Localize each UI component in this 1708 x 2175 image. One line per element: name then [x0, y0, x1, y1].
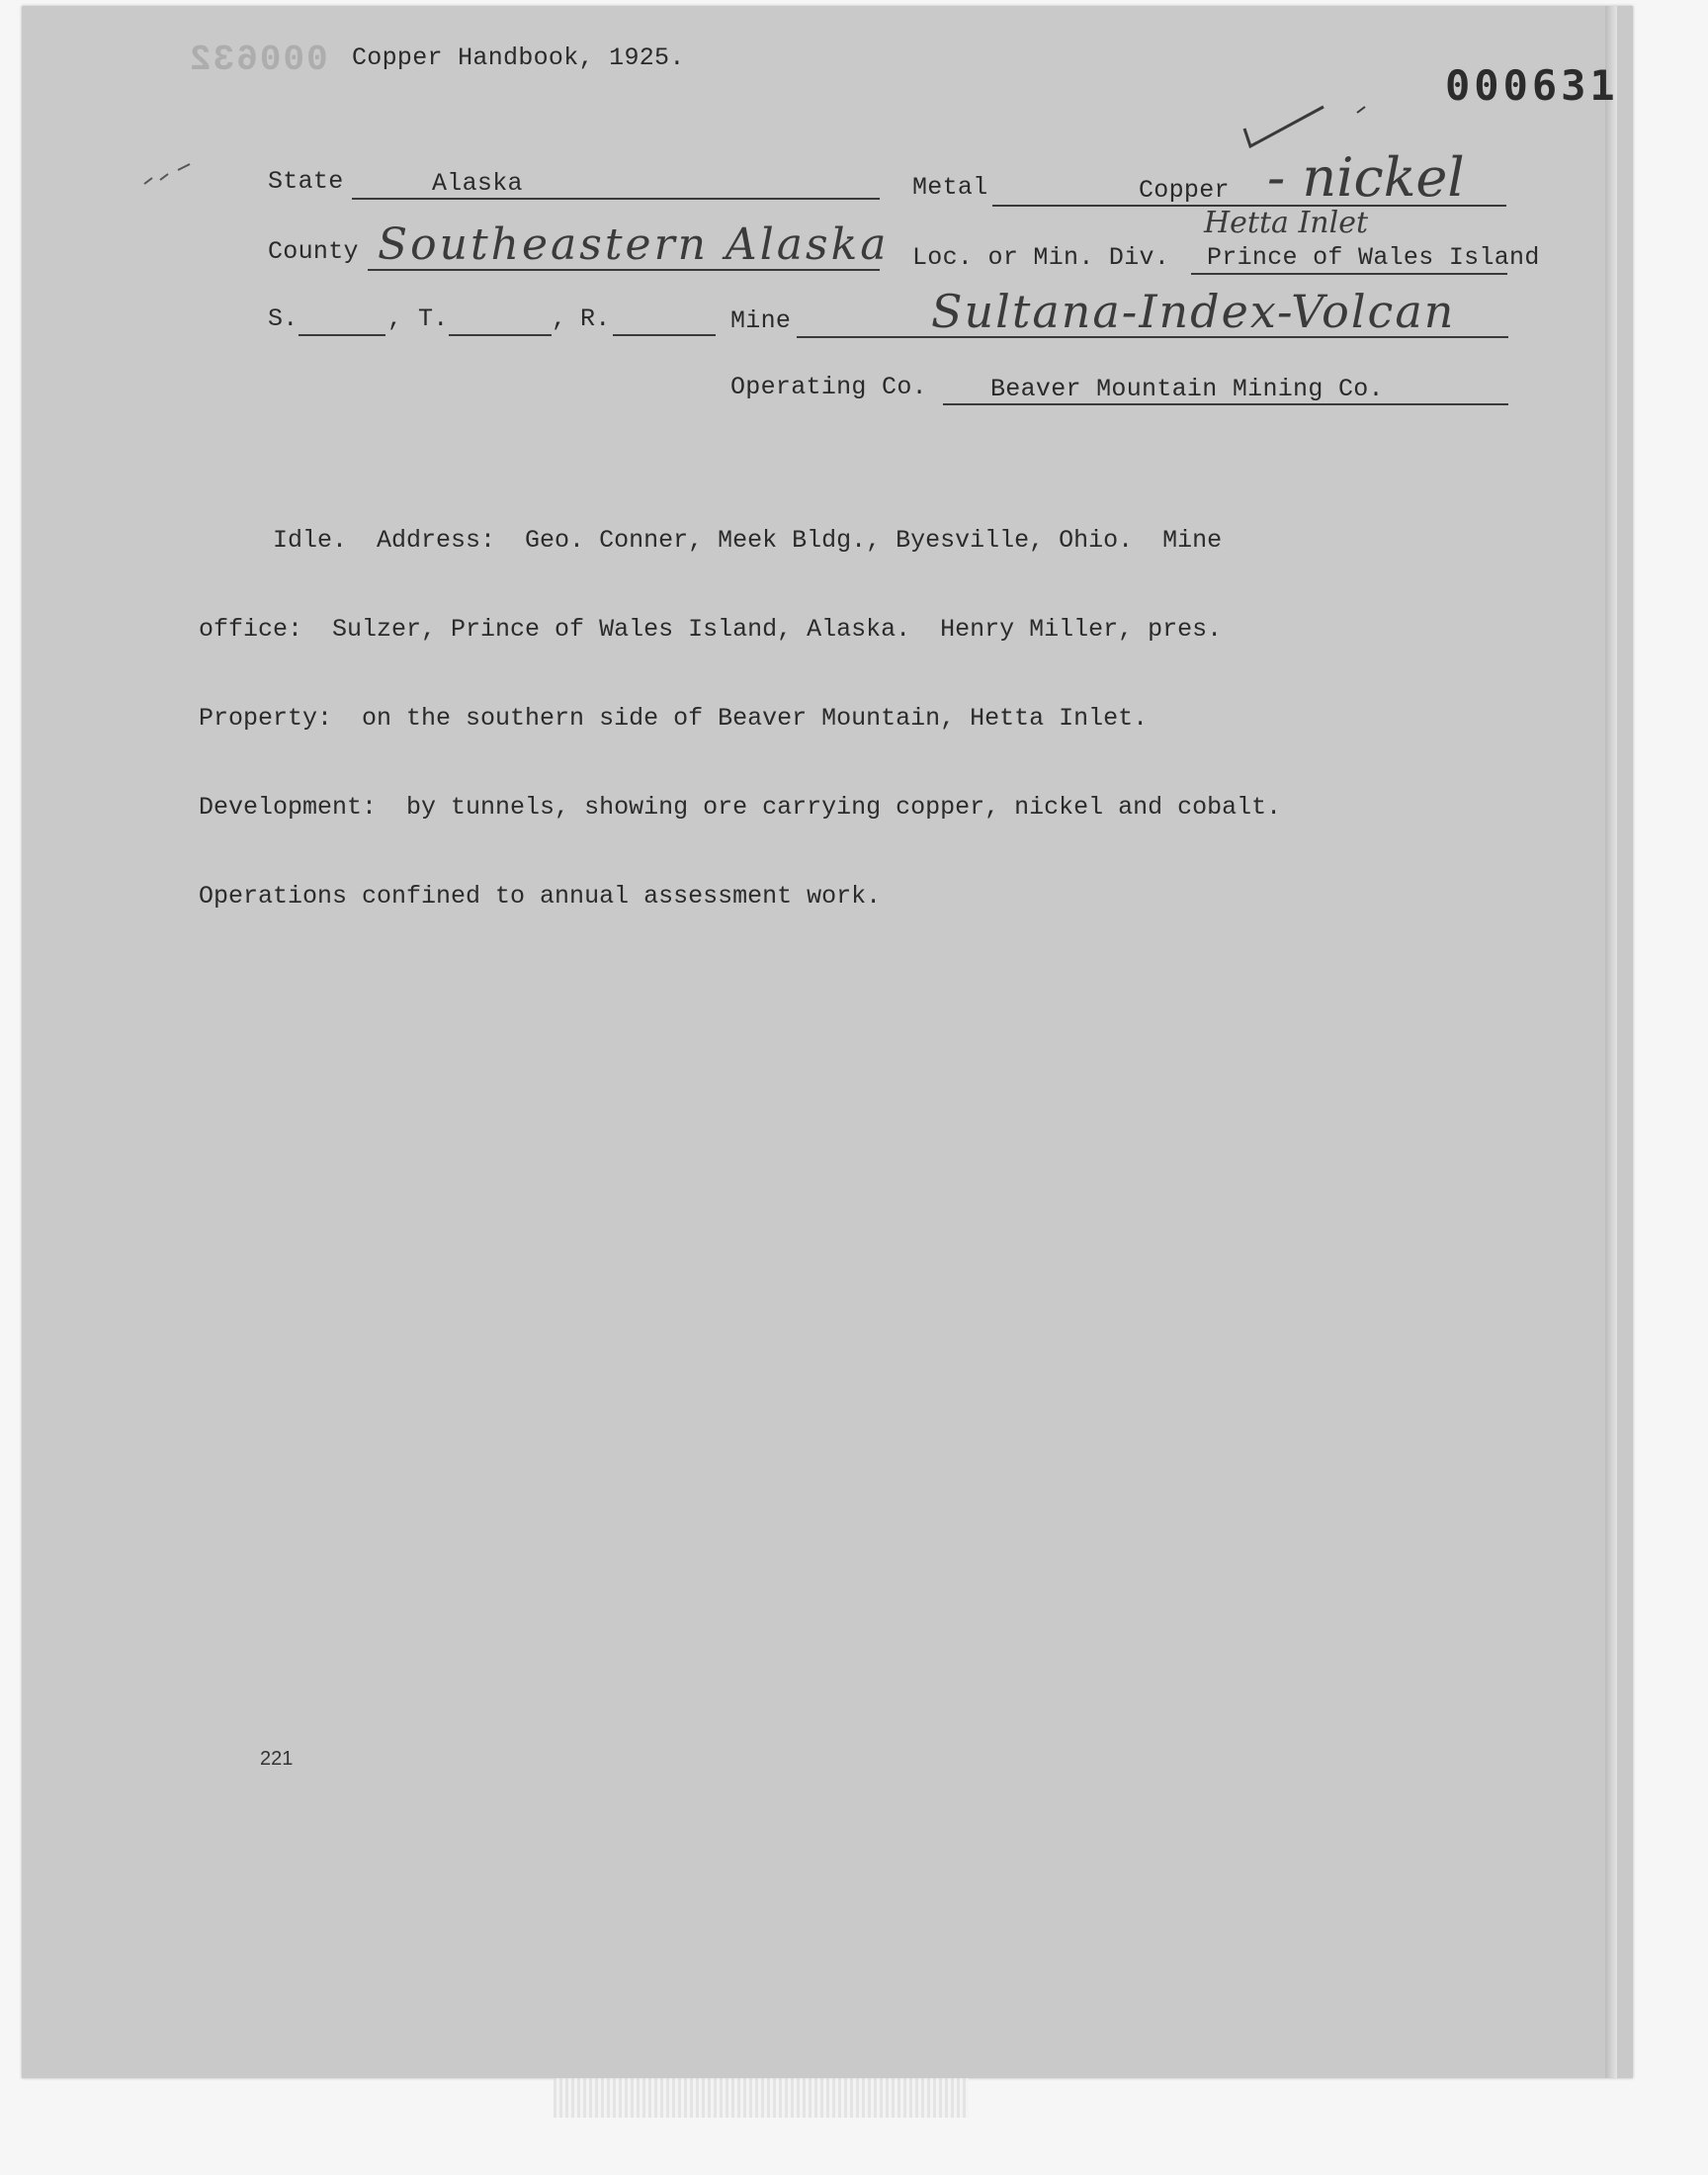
- operating-label: Operating Co.: [730, 373, 927, 401]
- division-line: [1191, 273, 1507, 275]
- mine-label: Mine: [730, 306, 792, 335]
- body-line: Idle. Address: Geo. Conner, Meek Bldg., Byesville, Ohio. Mine: [199, 526, 1223, 555]
- body-paragraph: [199, 467, 1424, 941]
- range-label: R.: [580, 304, 611, 333]
- separator-comma: ,: [387, 304, 403, 333]
- section-label: S.: [268, 304, 299, 333]
- file-number-stamp: 000631: [1445, 61, 1619, 110]
- operating-value: Beaver Mountain Mining Co.: [990, 375, 1384, 403]
- county-value: Southeastern Alaska: [378, 219, 890, 270]
- metal-label: Metal: [912, 173, 988, 202]
- pencil-mark-icon: [138, 158, 198, 194]
- body-line: Operations confined to annual assessment work.: [199, 882, 882, 911]
- township-label: T.: [418, 304, 449, 333]
- source-title: Copper Handbook, 1925.: [352, 44, 685, 72]
- county-label: County: [268, 237, 359, 266]
- state-label: State: [268, 167, 344, 196]
- division-label: Loc. or Min. Div.: [912, 243, 1170, 272]
- body-line: office: Sulzer, Prince of Wales Island, Alaska. Henry Miller, pres.: [199, 615, 1223, 644]
- metal-value: Copper: [1139, 176, 1230, 205]
- mine-value: Sultana-Index-Volcan: [931, 285, 1456, 338]
- body-line: Property: on the southern side of Beaver Mountain, Hetta Inlet.: [199, 704, 1149, 733]
- division-handwritten: Hetta Inlet: [1204, 206, 1369, 240]
- state-value: Alaska: [432, 169, 523, 198]
- township-line: [449, 334, 552, 336]
- range-line: [613, 334, 716, 336]
- metal-handwritten: - nickel: [1267, 146, 1465, 209]
- separator-comma: ,: [552, 304, 567, 333]
- division-value: Prince of Wales Island: [1207, 243, 1540, 272]
- ghost-file-number: 000632: [188, 40, 328, 80]
- body-line: Development: by tunnels, showing ore carrying copper, nickel and cobalt.: [199, 793, 1282, 822]
- sheet-edge: [1605, 6, 1617, 2078]
- scan-artifact-strip: [554, 2078, 969, 2118]
- section-line: [299, 334, 385, 336]
- operating-line: [943, 403, 1508, 405]
- state-line: [352, 198, 880, 200]
- page-number: 221: [260, 1748, 294, 1770]
